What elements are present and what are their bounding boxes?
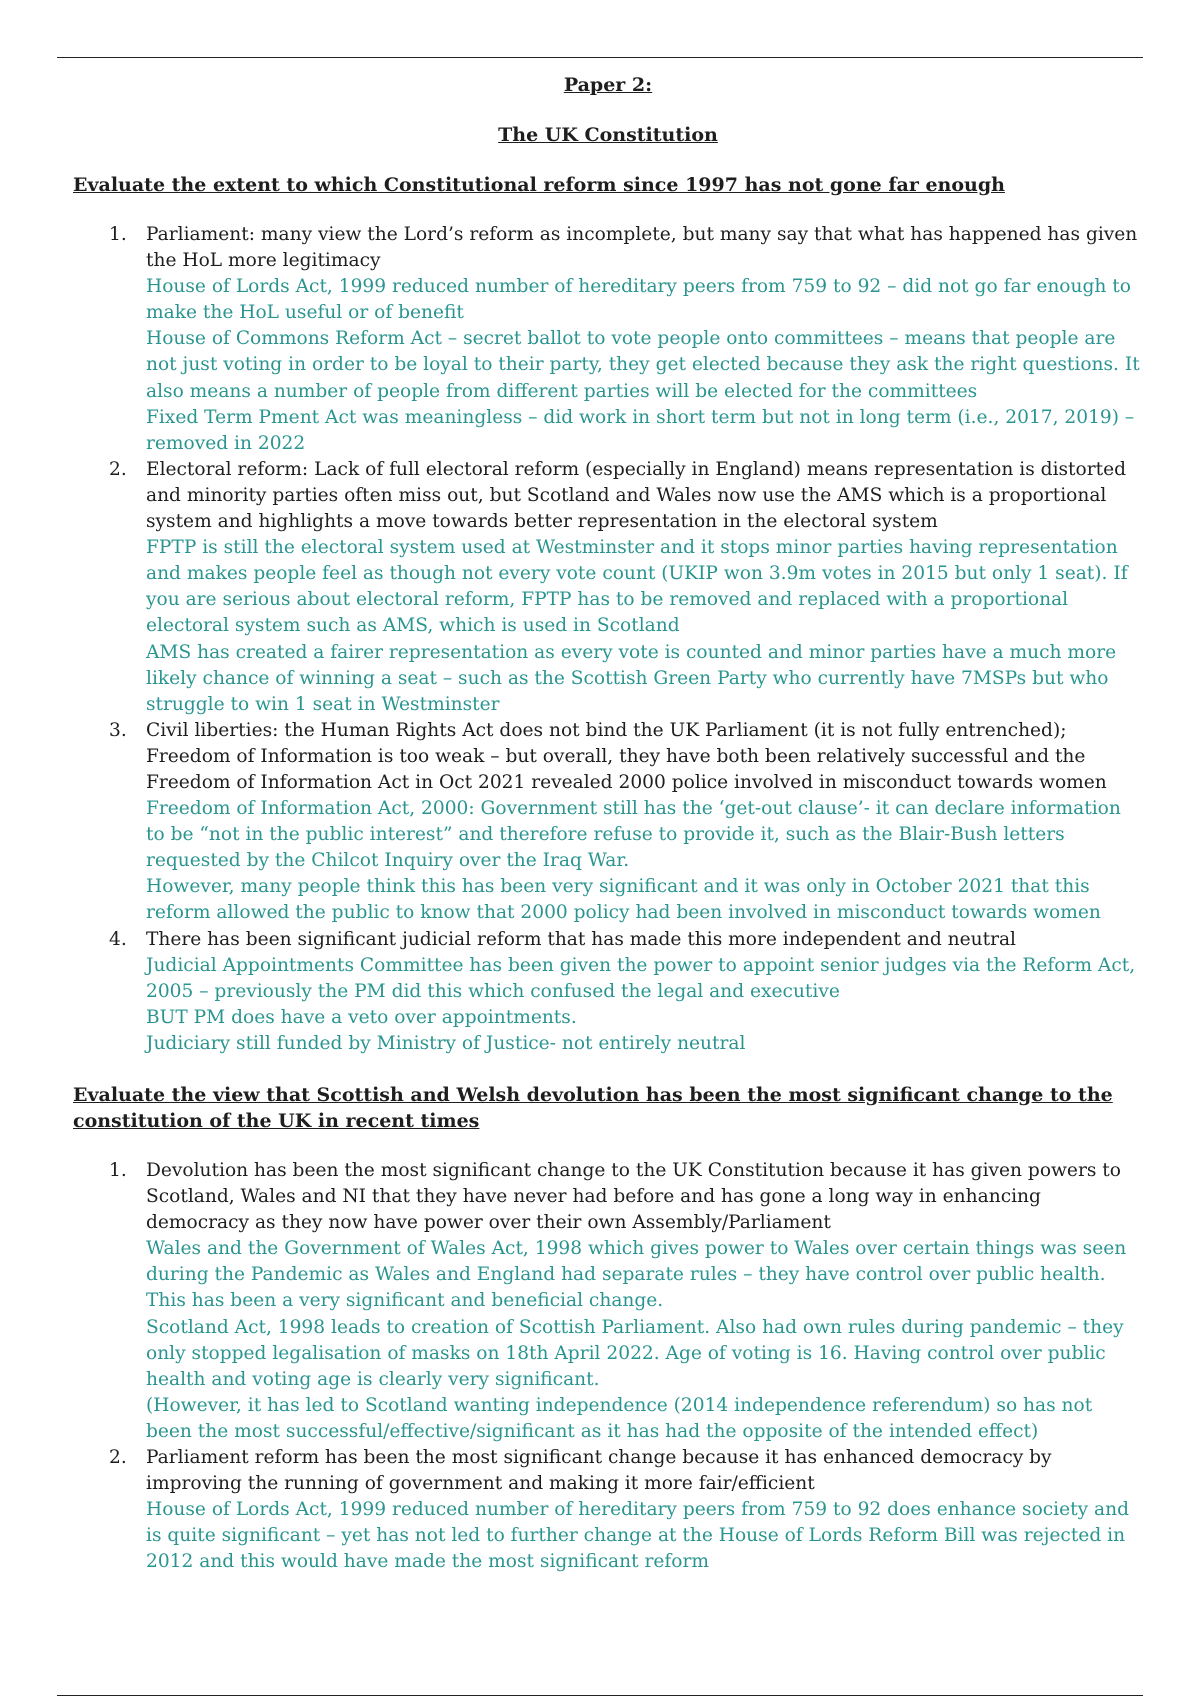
paper-title: Paper 2: xyxy=(563,74,653,96)
item-note: However, many people think this has been very significant and it was only in October 2021 that this reform allowed the public to know that 2000 policy had been involved in misconduct towards women xyxy=(146,876,1101,924)
item-main-point: Civil liberties: the Human Rights Act does not bind the UK Parliament (it is not fully entrenched); Freedom of Information is too weak – but overall, they have both been relatively successful and the Freedom of Information Act in Oct 2021 revealed 2000 police involved in misconduct towards women xyxy=(146,719,1107,793)
item-main-point: Parliament: many view the Lord’s reform as incomplete, but many say that what has happened has given the HoL more legitimacy xyxy=(146,224,1138,272)
item-number: 1. xyxy=(109,224,127,245)
item-note: BUT PM does have a veto over appointments. xyxy=(146,1006,577,1028)
section-1-heading: Evaluate the extent to which Constitutional reform since 1997 has not gone far enough xyxy=(73,174,1005,196)
section-2-list xyxy=(73,1158,1143,1576)
list-item xyxy=(73,718,1143,927)
item-note: (However, it has led to Scotland wanting independence (2014 independence referendum) so has not been the most successful/effective/significant as it has had the opposite of the intended effect) xyxy=(146,1394,1093,1442)
list-item xyxy=(73,457,1143,718)
list-item xyxy=(73,1158,1143,1445)
document-page xyxy=(73,72,1143,1576)
list-item xyxy=(73,927,1143,1057)
item-main-point: Devolution has been the most significant change to the UK Constitution because it has given powers to Scotland, Wales and NI that they have never had before and has gone a long way in enhancing democracy as they now have power over their own Assembly/Parliament xyxy=(146,1160,1121,1234)
list-item xyxy=(73,1445,1143,1575)
item-note: House of Commons Reform Act – secret ballot to vote people onto committees – means that people are not just voting in order to be loyal to their party, they get elected because they ask the right questions. It also means a number of people from different parties will be elected for the committees xyxy=(146,328,1140,402)
item-note: Wales and the Government of Wales Act, 1998 which gives power to Wales over certain things was seen during the Pandemic as Wales and England had separate rules – they have control over public health. This has been a very significant and beneficial change. xyxy=(146,1238,1127,1312)
item-note: Judiciary still funded by Ministry of Justice- not entirely neutral xyxy=(146,1032,746,1054)
item-main-point: There has been significant judicial reform that has made this more independent and neutral xyxy=(146,928,1016,950)
item-number: 4. xyxy=(109,928,127,950)
item-main-point: Parliament reform has been the most significant change because it has enhanced democracy by improving the running of government and making it more fair/efficient xyxy=(146,1447,1052,1495)
item-note: House of Lords Act, 1999 reduced number of hereditary peers from 759 to 92 – did not go far enough to make the HoL useful or of benefit xyxy=(146,276,1131,324)
item-note: Scotland Act, 1998 leads to creation of Scottish Parliament. Also had own rules during pandemic – they only stopped legalisation of masks on 18th April 2022. Age of voting is 16. Having control over public health and voting age is clearly very significant. xyxy=(146,1316,1124,1390)
item-number: 1. xyxy=(109,1160,127,1181)
item-number: 2. xyxy=(109,458,127,480)
list-item xyxy=(73,222,1143,457)
section-1-list xyxy=(73,222,1143,1057)
item-note: Freedom of Information Act, 2000: Government still has the ‘get-out clause’- it can declare information to be “not in the public interest” and therefore refuse to provide it, such as the Blair-Bush letters requested by the Chilcot Inquiry over the Iraq War. xyxy=(146,798,1121,872)
item-number: 3. xyxy=(109,719,127,741)
section-2-heading: Evaluate the view that Scottish and Welsh devolution has been the most significant change to the constitution of the UK in recent times xyxy=(73,1084,1113,1132)
topic-title: The UK Constitution xyxy=(498,124,718,146)
item-note: AMS has created a fairer representation as every vote is counted and minor parties have a much more likely chance of winning a seat – such as the Scottish Green Party who currently have 7MSPs but who struggle to win 1 seat in Westminster xyxy=(146,641,1117,715)
item-main-point: Electoral reform: Lack of full electoral reform (especially in England) means representation is distorted and minority parties often miss out, but Scotland and Wales now use the AMS which is a proportional system and highlights a move towards better representation in the electoral system xyxy=(146,458,1126,533)
top-rule xyxy=(57,57,1143,58)
item-number: 2. xyxy=(109,1447,127,1469)
item-note: FPTP is still the electoral system used at Westminster and it stops minor parties having representation and makes people feel as though not every vote count (UKIP won 3.9m votes in 2015 but only 1 seat). If you are serious about electoral reform, FPTP has to be removed and replaced with a proportional electoral system such as AMS, which is used in Scotland xyxy=(146,537,1128,637)
item-note: Fixed Term Pment Act was meaningless – did work in short term but not in long term (i.e., 2017, 2019) – removed in 2022 xyxy=(146,406,1135,454)
bottom-rule xyxy=(57,1695,1143,1696)
item-note: House of Lords Act, 1999 reduced number of hereditary peers from 759 to 92 does enhance society and is quite significant – yet has not led to further change at the House of Lords Reform Bill was rejected in 2012 and this would have made the most significant reform xyxy=(146,1499,1129,1573)
item-note: Judicial Appointments Committee has been given the power to appoint senior judges via the Reform Act, 2005 – previously the PM did this which confused the legal and executive xyxy=(146,954,1136,1002)
